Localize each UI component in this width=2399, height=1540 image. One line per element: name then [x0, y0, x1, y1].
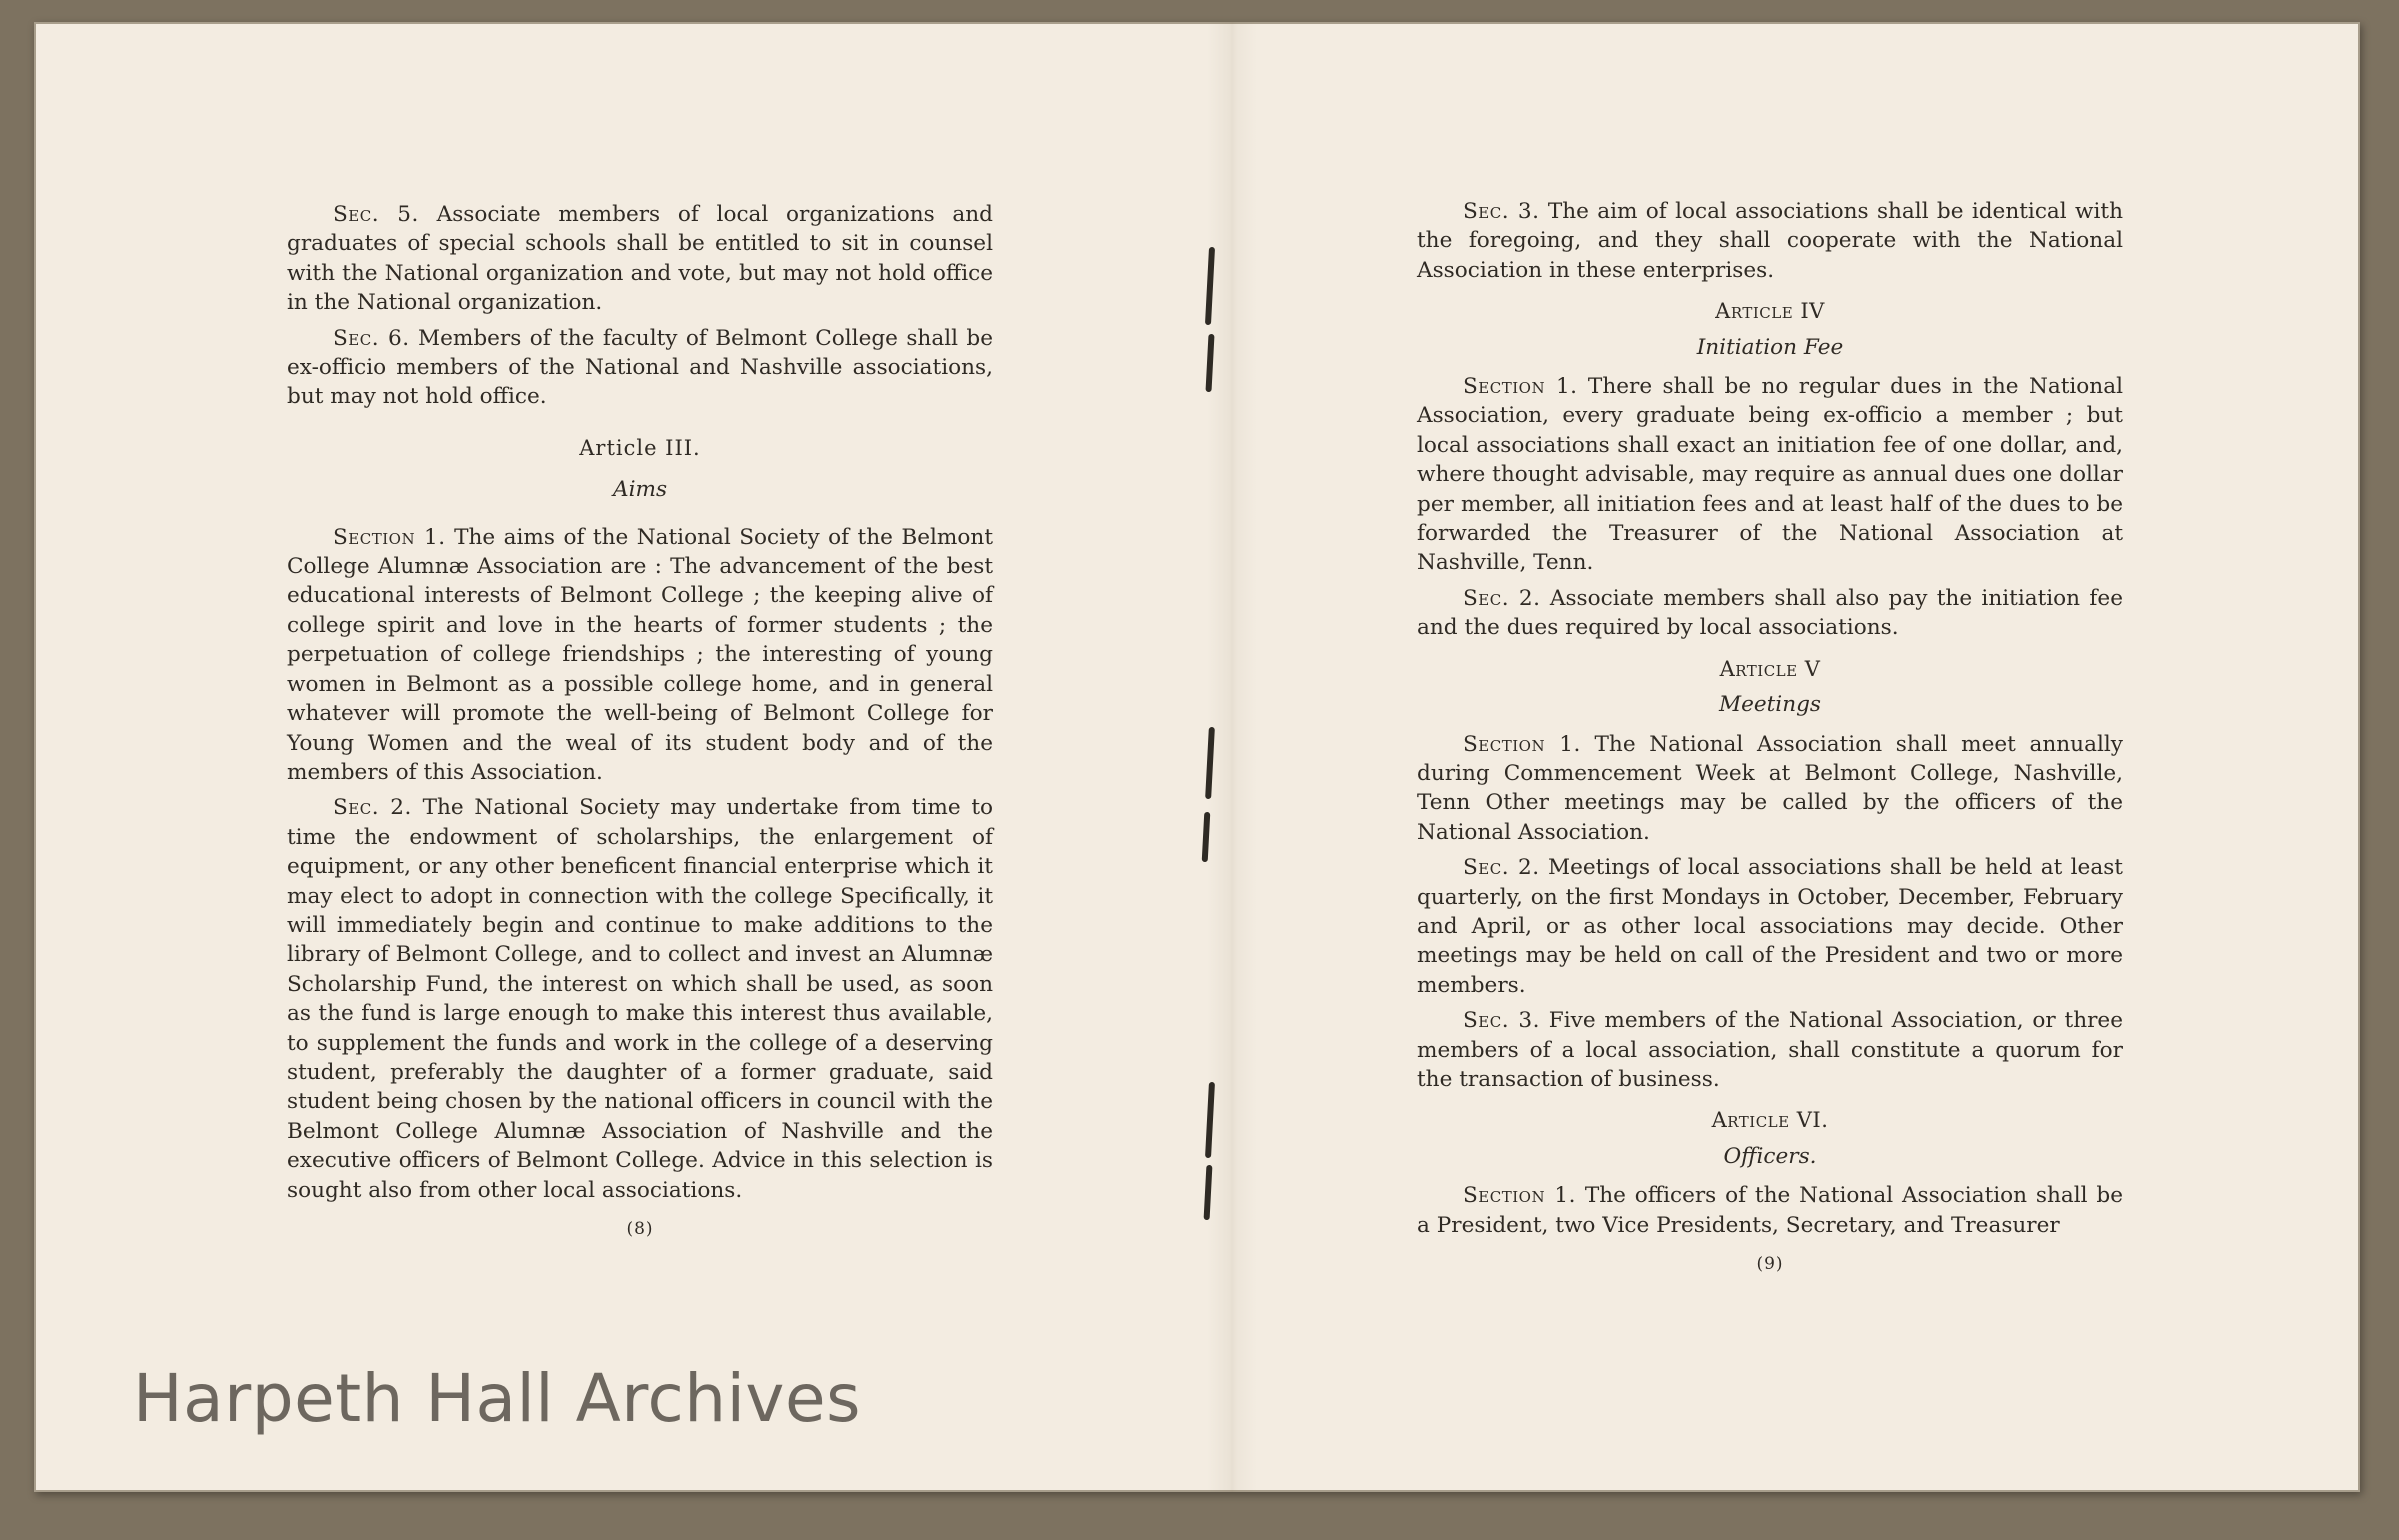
section-label: Sec. 3. [1463, 199, 1540, 224]
page-number: (9) [1756, 1254, 1784, 1274]
section-text: The aim of local associations shall be identical with the foregoing, and they shall cooperate with the National Association in these enterprises. [1417, 199, 2123, 283]
section-5 [287, 200, 993, 318]
section-label: Sec. 6. [333, 325, 410, 351]
section-label: Section 1. [1463, 731, 1581, 757]
article-5-heading: Article V [1719, 656, 1821, 681]
article-4-section-1 [1417, 372, 2123, 578]
section-label: Sec. 2. [1463, 585, 1541, 611]
section-text: Associate members shall also pay the initiation fee and the dues required by local associations. [1417, 585, 2123, 641]
article-6-section-1 [1417, 1181, 2123, 1240]
section-text: The National Society may undertake from time to time the endowment of scholarships, the enlargement of equipment, or any other beneficent financial enterprise which it may elect to adopt in connection with the college Specifically, it will immediately begin and continue to make additions to the library of Belmont College, and to collect and invest an Alumnæ Scholarship Fund, the interest on which shall be used, as soon as the fund is large enough to make this interest thus available, to supplement the funds and work in the college of a deserving student, preferably the daughter of a former graduate, said student being chosen by the national officers in council with the Belmont College Alumnæ Association of Nashville and the executive officers of Belmont College. Advice in this selection is sought also from other local associations. [287, 795, 994, 1203]
section-label: Sec. 3. [1463, 1008, 1540, 1034]
section-label: Sec. 5. [333, 202, 419, 227]
section-6 [287, 324, 993, 412]
article-4-heading: Article IV [1715, 299, 1825, 324]
section-text: Associate members of local organizations and graduates of special schools shall be entitled to sit in counsel with the National organization and vote, but may not hold office in the National organization. [287, 202, 993, 316]
section-3 [1417, 197, 2123, 285]
center-fold [1207, 22, 1257, 1492]
article-3-heading: Article III. [579, 435, 701, 460]
article-5-section-1 [1417, 730, 2123, 848]
article-3-subheading: Aims [612, 477, 668, 503]
section-label: Sec. 2. [333, 795, 412, 821]
page-number: (8) [626, 1219, 654, 1239]
section-text: The aims of the National Society of the Belmont College Alumnæ Association are : The advancement of the best educational interests of Belmont College ; the keeping alive of college spirit and love in the hearts of former students ; the perpetuation of college friendships ; the interesting of young women in Belmont as a possible college home, and in general whatever will promote the well-being of Belmont College for Young Women and the weal of its student body and of the members of this Association. [287, 524, 993, 785]
section-text: The National Association shall meet annually during Commencement Week at Belmont College, Nashville, Tenn Other meetings may be called by the officers of the National Association. [1417, 731, 2123, 845]
section-text: The officers of the National Association shall be a President, two Vice Presidents, Secretary, and Treasurer [1417, 1183, 2123, 1238]
article-4-section-2 [1417, 584, 2123, 643]
section-label: Section 1. [333, 524, 446, 550]
section-label: Section 1. [1463, 374, 1578, 400]
article-4-subheading: Initiation Fee [1696, 334, 1844, 360]
section-text: There shall be no regular dues in the National Association, every graduate being ex-officio a member ; but local associations shall exact an initiation fee of one dollar, and, where thought advisable, may require as annual dues one dollar per member, all initiation fees and at least half of the dues to be forwarded the Treasurer of the National Association at Nashville, Tenn. [1417, 374, 2123, 576]
section-text: Meetings of local associations shall be held at least quarterly, on the first Mondays in October, December, February and April, or as other local associations may decide. Other meetings may be held on call of the President and two or more members. [1417, 855, 2123, 998]
article-5-section-3 [1417, 1006, 2123, 1094]
archive-watermark: Harpeth Hall Archives [133, 1360, 861, 1437]
section-label: Section 1. [1463, 1183, 1576, 1209]
left-page [287, 200, 993, 1244]
section-label: Sec. 2. [1463, 855, 1540, 881]
section-text: Members of the faculty of Belmont College shall be ex-officio members of the National and Nashville associations, but may not hold office. [287, 325, 993, 410]
article-3-section-2 [287, 793, 993, 1205]
article-6-heading: Article VI. [1711, 1108, 1829, 1133]
article-6-subheading: Officers. [1723, 1143, 1817, 1169]
article-5-subheading: Meetings [1718, 692, 1822, 718]
article-3-section-1 [287, 523, 993, 788]
right-page [1417, 197, 2123, 1279]
section-text: Five members of the National Association, or three members of a local association, shall constitute a quorum for the transaction of business. [1417, 1008, 2123, 1092]
article-5-section-2 [1417, 853, 2123, 1000]
